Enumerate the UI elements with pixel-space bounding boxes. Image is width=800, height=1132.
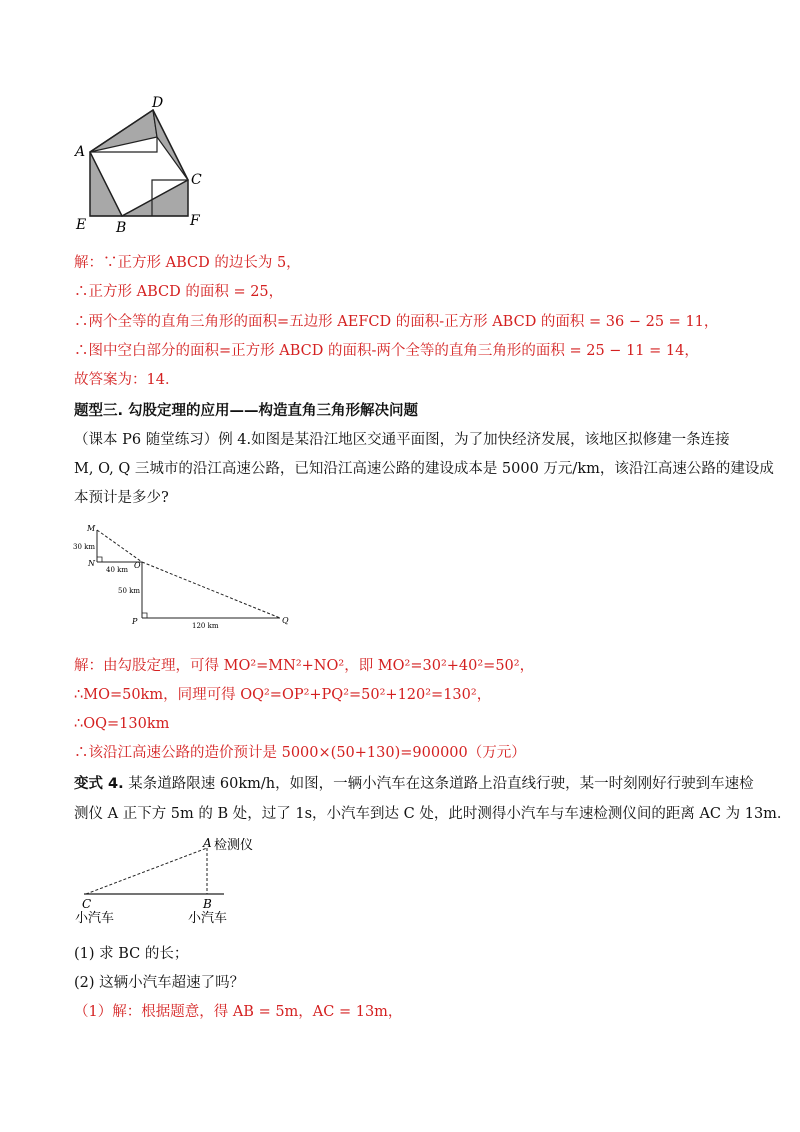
- label-b: B: [203, 897, 212, 911]
- variant4-line1: [74, 774, 754, 794]
- label-a: A: [75, 144, 86, 160]
- solution1-line4: ∴图中空白部分的面积=正方形 ABCD 的面积-两个全等的直角三角形的面积 = 25 − 11 = 14，: [74, 343, 699, 359]
- label-op-distance: 50 km: [118, 587, 141, 595]
- section3-problem-line1: （课本 P6 随堂练习）例 4.如图是某沿江地区交通平面图，为了加快经济发展，该地区拟修建一条连接: [74, 432, 730, 448]
- label-pq-distance: 120 km: [192, 622, 219, 630]
- label-c: C: [82, 897, 92, 911]
- solution2-line2: ∴MO=50km，同理可得 OQ²=OP²+PQ²=50²+120²=130²，: [74, 687, 492, 703]
- solution2-line3: ∴OQ=130km: [74, 716, 170, 732]
- label-o: O: [134, 561, 141, 570]
- label-mn-distance: 30 km: [73, 543, 96, 551]
- solution1-line2: ∴正方形 ABCD 的面积 = 25，: [74, 284, 284, 300]
- label-n: N: [88, 559, 95, 568]
- label-m: M: [87, 524, 96, 533]
- question1: (1) 求 BC 的长；: [74, 946, 189, 962]
- section3-problem-line2: M, O, Q 三城市的沿江高速公路，已知沿江高速公路的建设成本是 5000 万元/km，该沿江高速公路的建设成: [74, 461, 774, 477]
- figure-square-pentagon: [70, 92, 220, 237]
- variant4-line2: 测仪 A 正下方 5m 的 B 处，过了 1s，小汽车到达 C 处，此时测得小汽车与车速检测仪间的距离 AC 为 13m．: [74, 806, 792, 822]
- label-a: A: [203, 836, 212, 850]
- label-detector: 检测仪: [214, 838, 254, 853]
- label-car-b: 小汽车: [188, 911, 228, 926]
- solution2-line4: ∴该沿江高速公路的造价预计是 5000×(50+130)=900000（万元）: [74, 745, 526, 761]
- label-car-c: 小汽车: [75, 911, 115, 926]
- solution1-line3: ∴两个全等的直角三角形的面积=五边形 AEFCD 的面积-正方形 ABCD 的面积 = 36 − 25 = 11，: [74, 314, 719, 330]
- section3-title: 题型三. 勾股定理的应用——构造直角三角形解决问题: [74, 403, 419, 419]
- section3-problem-line3: 本预计是多少?: [74, 490, 169, 506]
- label-b: B: [116, 220, 127, 236]
- solution1-line5: 故答案为：14．: [74, 372, 180, 388]
- label-f: F: [190, 213, 200, 229]
- variant4-text1: 某条道路限速 60km/h，如图，一辆小汽车在这条道路上沿直线行驶，某一时刻刚好行驶到车速检: [128, 776, 754, 792]
- variant4-label: 变式 4.: [74, 776, 124, 792]
- answer1: （1）解：根据题意，得 AB = 5m，AC = 13m，: [74, 1004, 403, 1020]
- figure-speed-detector: [72, 834, 272, 930]
- label-e: E: [76, 217, 87, 233]
- solution1-line1: 解：∵正方形 ABCD 的边长为 5，: [74, 255, 301, 271]
- label-c: C: [191, 172, 202, 188]
- figure-traffic-plan: [70, 520, 300, 632]
- label-no-distance: 40 km: [106, 566, 129, 574]
- label-q: Q: [282, 616, 289, 625]
- solution2-line1: 解：由勾股定理，可得 MO²=MN²+NO²，即 MO²=30²+40²=50²，: [74, 658, 535, 674]
- label-p: P: [132, 617, 138, 626]
- question2: (2) 这辆小汽车超速了吗？: [74, 975, 245, 991]
- label-d: D: [152, 95, 164, 111]
